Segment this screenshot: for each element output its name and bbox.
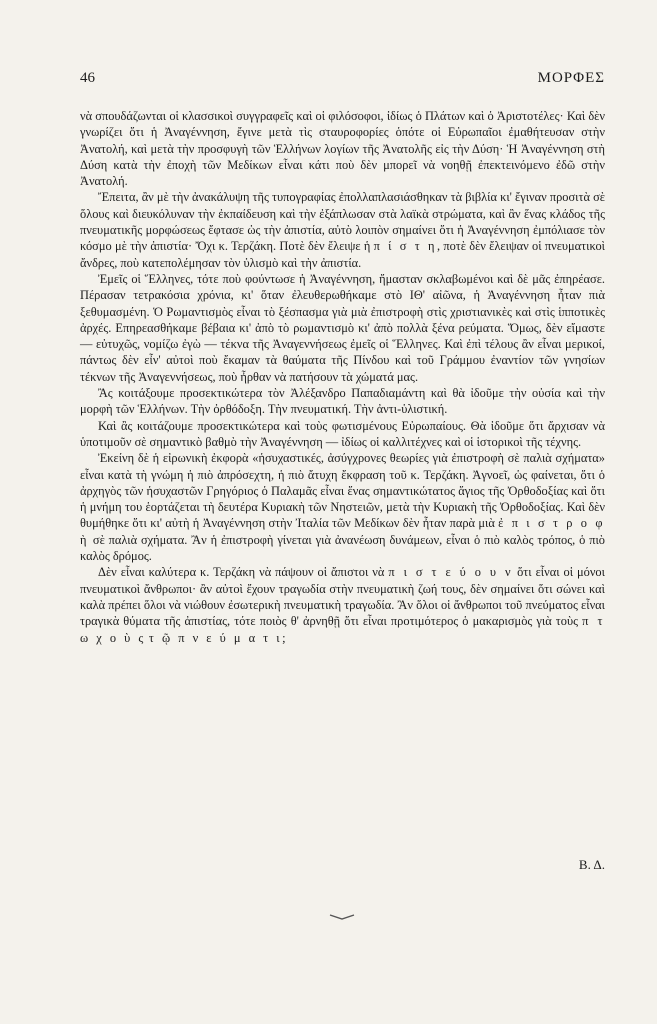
page-header — [80, 70, 605, 92]
paragraph-2-text: Ἔπειτα, ἂν μὲ τὴν ἀνακάλυψη τῆς τυπογραφίας ἐπολλαπλασιάσθηκαν τὰ βιβλία κι' ἔγιναν προσιτὰ σὲ ὅλους καὶ διευκόλυναν τὴν ἐκπαίδευση καὶ τὴν ἐξάπλωσαν στὰ λαϊκὰ στρώματα, καὶ ἂν ἕνας κλάδος τῆς πνευματικῆς μορφώσεως ἔφτασε ὡς τὴν ἀπιστία, αὐτὸ λοιπὸν σημαίνει ὅτι ἡ Ἀναγέννηση ἐμπόλιασε τὸν κόσμο μὲ τὴν ἀπιστία· Ὄχι κ. Τερζάκη. Ποτὲ δὲν ἔλειψε ἡ — [80, 190, 605, 254]
spaced-word-pistis: π ί σ τ η — [373, 239, 437, 254]
author-signature: Β. Δ. — [578, 857, 605, 872]
paragraph-7-mid: ὅτι — [517, 565, 532, 580]
paragraph-4: Ἂς κοιτάξουμε προσεκτικώτερα τὸν Ἀλέξανδρο Παπαδιαμάντη καὶ θὰ ἰδοῦμε τὴν οὐσία καὶ τὴν μορφὴ τῶν Ἑλλήνων. Τὴν ὀρθόδοξη. Τὴν πνευματική. Τὴν ἀντι-ὑλιστική. — [80, 386, 605, 417]
paragraph-6-text: Ἐκείνη δὲ ἡ εἰρωνικὴ ἐκφορὰ «ἡσυχαστικές, ἀσύγχρονες θεωρίες γιὰ ἐπιστροφὴ σὲ παλιὰ σχήματα» εἶναι κατὰ τὴ γνώμη ἡ πιὸ ἀπρόσεχτη, ἡ πιὸ ἄτυχη ἔκφραση τοῦ κ. Τερζάκη. Ἀγνοεῖ, ὡς φαίνεται, ὅτι ὁ ἀρχηγὸς τῶν ἡσυχαστῶν Γρηγόριος ὁ Παλαμᾶς εἶναι ἕνας σημαντικώτατος ἅγιος τῆς Ὀρθοδοξίας καὶ ὅτι ἡ μνήμη του ἑορτάζεται τὴ δευτέρα Κυριακὴ τῶν Νηστειῶν, μετὰ τὴν Κυριακὴ τῆς Ὀρθοδοξίας. Καὶ δὲν θυμήθηκε ὅτι κι' αὐτὴ ἡ Ἀναγέννηση στὴν Ἰταλία τῶν Μεδίκων δὲν ἦταν παρὰ μιὰ — [80, 451, 605, 531]
spaced-word-ptochous: π τ ω χ ο ὺ ς — [80, 614, 605, 645]
paragraph-6-tail: σὲ παλιὰ σχήματα. Ἂν ἡ ἐπιστροφὴ γίνεται γιὰ ἀνανέωση δυνάμεων, εἶναι ὁ πιὸ καλὸς τρόπος, ὁ πιὸ καλὸς δρόμος. — [80, 532, 605, 564]
article-body — [80, 108, 605, 646]
spaced-word-pistevoun: π ι σ τ ε ύ ο υ ν — [388, 565, 514, 580]
paragraph-2-tail: , ποτὲ δὲν ἔλειψαν οἱ πνευματικοὶ ἄνδρες, ποὺ κατεπολέμησαν τὸν ὑλισμὸ καὶ τὴν ἀπιστία. — [80, 239, 605, 270]
paragraph-7: Δὲν εἶναι καλύτερα κ. Τερζάκη νὰ πάψουν οἱ ἄπιστοι νὰ π ι σ τ ε ύ ο υ ν ὅτι εἶναι οἱ μόνοι πνευματικοὶ ἄνθρωποι· ἂν αὐτοὶ ἔχουν τραγωδία στὴν πνευματικὴ ζωή τους, δὲν σημαίνει ὅτι σώνει καὶ καλὰ πρέπει ὅλοι νὰ νιώθουν ἐσωτερικὴ πνευματικὴ τραγωδία. Ἂν ὅλοι οἱ ἄνθρωποι τοῦ πνεύματος εἶναι τραγικὰ θύματα τῆς ἀπιστίας, τότε ποιὸς θ' ἀρνηθῇ ὅτι εἶναι προτιμότερος ὁ μακαρισμὸς γιὰ τοὺς π τ ω χ ο ὺ ς τ ῷ π ν ε ύ μ α τ ι; — [80, 565, 605, 645]
paragraph-3: Ἐμεῖς οἱ Ἕλληνες, τότε ποὺ φούντωσε ἡ Ἀναγέννηση, ἤμασταν σκλαβωμένοι καὶ δὲ μᾶς ἐπηρέασε. Πέρασαν τετρακόσια χρόνια, κι' ὅταν ἐλευθερωθήκαμε στὸ ΙΘ' αἰῶνα, ἡ Ἀναγέννηση ἦταν πιὰ ξεθυμασμένη. Ὁ Ρωμαντισμὸς εἶναι τὸ ξέσπασμα γιὰ μιὰ ἐπιστροφὴ στὶς χριστιανικὲς καὶ στὶς ἱπποτικὲς ἀρχές. Επηρεασθήκαμε βέβαια κι' ἀπὸ τὸ ρωμαντισμὸ κι' ἀπὸ πολλὰ ξένα ρεύματα. Ὅμως, δὲν εἴμαστε — εὐτυχῶς, νομίζω ἐγὼ — τέκνα τῆς Ἀναγεννήσεως ἐμεῖς οἱ Ἕλληνες. Καὶ ἐπὶ τέλους ἂν εἶναι μερικοί, πάντως δὲν εἶν' αὐτοὶ ποὺ ἔκαμαν τὰ θαύματα τῆς Πίνδου καὶ τοῦ Γράμμου ἐναντίον τῶν γνησίων τέκνων τῆς Ἀναγεννήσεως, ποὺ ἦρθαν νὰ πατήσουν τὰ χώματά μας. — [80, 271, 605, 384]
spaced-word-pnevmati: τ ῷ π ν ε ύ μ α τ ι — [148, 630, 283, 645]
paragraph-2 — [80, 189, 605, 270]
paragraph-6 — [80, 450, 605, 564]
paragraph-7-text: Δὲν εἶναι καλύτερα κ. Τερζάκη νὰ πάψουν οἱ ἄπιστοι νὰ — [98, 565, 385, 580]
section-end-ornament — [328, 913, 356, 921]
paragraph-5: Καὶ ἂς κοιτάζουμε προσεκτικώτερα καὶ τοὺς φωτισμένους Εὐρωπαίους. Θὰ ἰδοῦμε ὅτι ἄρχισαν νὰ ὑποτιμοῦν σὲ σημαντικὸ βαθμὸ τὴν Ἀναγέννηση — ἰδίως οἱ καλλιτέχνες καὶ οἱ ἱστορικοὶ τῆς τέχνης. — [80, 418, 605, 449]
page-number: 46 — [80, 70, 95, 86]
journal-title: ΜΟΡΦΕΣ — [537, 70, 605, 86]
paragraph-7-rest: εἶναι οἱ μόνοι πνευματικοὶ ἄνθρωποι· ἂν αὐτοὶ ἔχουν τραγωδία στὴν πνευματικὴ ζωή τους, δὲν σημαίνει ὅτι σώνει καὶ καλὰ πρέπει ὅλοι νὰ νιώθουν ἐσωτερικὴ πνευματικὴ τραγωδία. Ἂν ὅλοι οἱ ἄνθρωποι τοῦ πνεύματος εἶναι τραγικὰ θύματα τῆς ἀπιστίας, τότε ποιὸς θ' ἀρνηθῇ ὅτι εἶναι προτιμότερος ὁ μακαρισμὸς γιὰ τοὺς — [80, 565, 605, 629]
spaced-word-epistrofi: ἐ π ι σ τ ρ ο φ ὴ — [80, 516, 605, 547]
paragraph-1: νὰ σπουδάζωνται οἱ κλασσικοὶ συγγραφεῖς καὶ οἱ φιλόσοφοι, ἰδίως ὁ Πλάτων καὶ ὁ Ἀριστοτέλες· Καὶ δὲν γνωρίζει ὅτι ἡ Ἀναγέννηση, ἔγινε μετὰ τὶς σταυροφορίες ὁπότε οἱ Εὐρωπαῖοι ἐμαθήτευσαν στὴν Ἀνατολή, καὶ μετὰ τὴν προσφυγὴ τῶν Ἑλλήνων λογίων τῆς Ἀνατολῆς εἰς τὴν Δύση· Ἡ Ἀναγέννηση στὴ Δύση κατὰ τὴν ἐποχὴ τῶν Μεδίκων εἶναι κάτι ποὺ δὲν μπορεῖ νὰ νοηθῇ ἐπεκτεινόμενο ἐδῶ στὴν Ἀνατολή. — [80, 109, 605, 189]
